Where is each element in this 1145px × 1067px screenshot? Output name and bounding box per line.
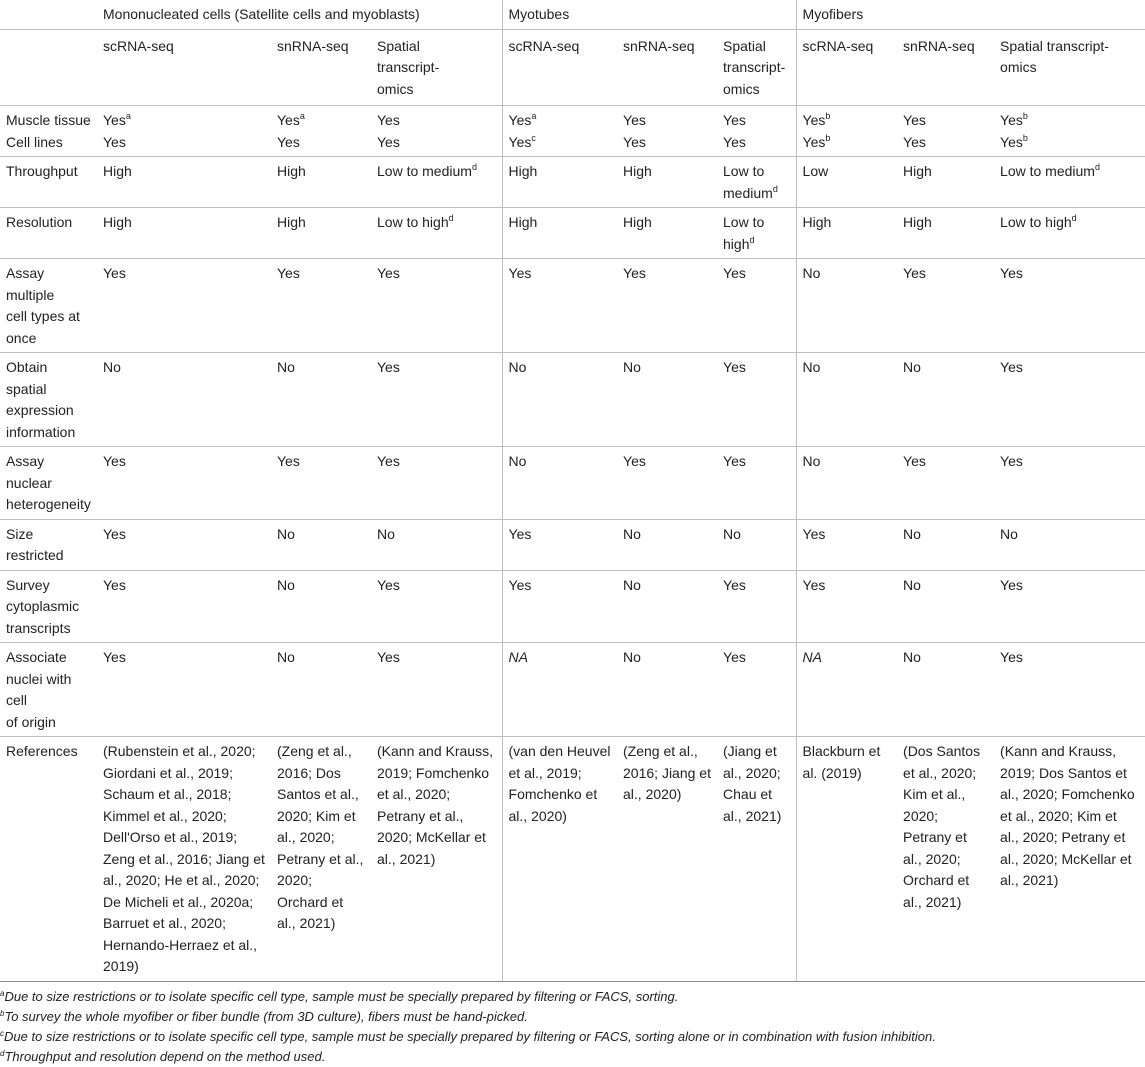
table-cell [271, 570, 371, 643]
method-header: snRNA-seq [277, 37, 349, 54]
cell-value: High [103, 214, 132, 230]
row-label: References [0, 737, 97, 982]
footnote-text: Due to size restrictions or to isolate specific cell type, sample must be specially prepared by filtering or FACS, sorting alone or in combination with fusion inhibition. [4, 1028, 936, 1044]
footnote-mark: d [448, 213, 454, 223]
table-cell [796, 208, 897, 259]
table-cell [502, 208, 617, 259]
table-cell [717, 157, 796, 208]
table-row [0, 208, 1145, 259]
table-cell [502, 519, 617, 570]
corner-cell [0, 0, 97, 29]
cell-value: No [903, 649, 921, 665]
table-cell [994, 353, 1145, 447]
table-cell [271, 519, 371, 570]
cell-value: Yes [377, 265, 400, 281]
cell-value: Yes [623, 265, 646, 281]
cell-value: Yes [377, 133, 400, 150]
method-header: scRNA-seq [802, 37, 874, 54]
table-cell [796, 643, 897, 737]
table-cell [617, 643, 717, 737]
table-row [0, 259, 1145, 353]
footnote-mark: b [825, 132, 831, 143]
cell-value: High [903, 163, 932, 179]
cell-value: Yes [1000, 649, 1023, 665]
group-header: Myotubes [502, 0, 796, 29]
table-cell [271, 106, 371, 132]
table-cell [897, 208, 994, 259]
footnote-mark: b [825, 111, 831, 121]
cell-value: No [802, 265, 821, 281]
cell-value: No [723, 525, 741, 542]
footnote-mark: d [1071, 213, 1077, 223]
table-cell [371, 132, 502, 157]
table-cell [994, 570, 1145, 643]
reference-cell: (Dos Santos et al., 2020; Kim et al., 2020; Petrany et al., 2020; Orchard et al., 2021) [897, 737, 994, 982]
cell-value: Yes [903, 453, 926, 469]
table-cell [502, 106, 617, 132]
cell-value: High [623, 163, 652, 179]
table-cell [371, 106, 502, 132]
group-header: Myofibers [796, 0, 1145, 29]
table-cell [502, 259, 617, 353]
table-cell [717, 106, 796, 132]
cell-value: No [623, 576, 641, 593]
footnotes [0, 987, 1145, 1067]
table-cell [97, 570, 271, 643]
cell-value: Yes [723, 649, 746, 665]
table-cell [994, 259, 1145, 353]
method-header: scRNA-seq [103, 37, 174, 54]
table-cell [271, 259, 371, 353]
footnote-text: Due to size restrictions or to isolate specific cell type, sample must be specially prepared by filtering or FACS, sorting. [4, 988, 679, 1004]
table-cell [897, 259, 994, 353]
cell-value: Yes [103, 576, 126, 593]
table-cell [796, 259, 897, 353]
table-cell [617, 259, 717, 353]
table-cell [97, 208, 271, 259]
method-header-row [0, 29, 1145, 106]
table-cell [371, 447, 502, 520]
cell-value: No [802, 359, 821, 375]
footnote-mark: a [125, 111, 131, 121]
footnote-mark: d [0, 1048, 5, 1058]
table-cell [617, 208, 717, 259]
table-cell [717, 447, 796, 520]
cell-value: No [508, 359, 527, 375]
cell-value: Yes [377, 453, 400, 469]
reference-cell: (Zeng et al., 2016; Dos Santos et al., 2020; Kim et al., 2020; Petrany et al., 2020; Orchard et al., 2021) [271, 737, 371, 982]
cell-value: Low to high [377, 214, 449, 230]
table-cell [897, 132, 994, 157]
footnote [0, 987, 1145, 1007]
cell-value: Yes [508, 265, 532, 281]
reference-cell: (Kann and Krauss, 2019; Dos Santos et al., 2020; Fomchenko et al., 2020; Kim et al., 2020; Petrany et al., 2020; McKellar et al., 2021) [994, 737, 1145, 982]
table-cell [502, 643, 617, 737]
table-cell [717, 208, 796, 259]
footnote-mark: d [1094, 162, 1100, 172]
table-cell [371, 643, 502, 737]
cell-value: No [1000, 525, 1018, 542]
cell-value: No [277, 576, 295, 593]
references-row [0, 737, 1145, 982]
cell-value: No [277, 359, 295, 375]
cell-value: No [277, 649, 295, 665]
table-cell [717, 519, 796, 570]
table-cell [617, 447, 717, 520]
cell-value: High [508, 163, 538, 179]
table-cell [796, 132, 897, 157]
group-header-row [0, 0, 1145, 29]
table-cell [897, 106, 994, 132]
row-label: Size restricted [0, 519, 97, 570]
cell-value: High [508, 214, 538, 230]
table-cell [717, 643, 796, 737]
cell-value: Yes [508, 112, 532, 128]
table-cell [617, 353, 717, 447]
cell-value: High [903, 214, 932, 230]
cell-value: Yes [103, 133, 126, 150]
table-cell [617, 519, 717, 570]
cell-value: Low to medium [723, 163, 773, 201]
table-row [0, 643, 1145, 737]
cell-value: Yes [903, 112, 926, 128]
cell-value: Yes [103, 112, 126, 128]
cell-value: No [903, 576, 921, 593]
table-cell [97, 106, 271, 132]
cell-value: Yes [277, 453, 300, 469]
table-cell [97, 519, 271, 570]
row-label: Muscle tissue [0, 106, 97, 132]
table-row [0, 132, 1145, 157]
method-header: scRNA-seq [508, 37, 580, 54]
table-cell [796, 353, 897, 447]
cell-value: Yes [277, 112, 300, 128]
footnote [0, 1047, 1145, 1067]
cell-value: Yes [723, 359, 746, 375]
table-cell [994, 447, 1145, 520]
table-cell [371, 570, 502, 643]
footnote-mark: c [0, 1028, 4, 1038]
cell-value: Yes [623, 133, 646, 150]
table-cell [97, 643, 271, 737]
cell-value: Yes [623, 112, 646, 128]
cell-value: Yes [723, 112, 746, 128]
cell-value: Yes [377, 649, 400, 665]
table-cell [271, 208, 371, 259]
reference-cell: (Rubenstein et al., 2020; Giordani et al., 2019; Schaum et al., 2018; Kimmel et al., 2020; Dell'Orso et al., 2019; Zeng et al., 2016; Jiang et al., 2020; He et al., 2020; De Micheli et al., 2020a; Barruet et al., 2020; Hernando-Herraez et al., 2019) [97, 737, 271, 982]
table-cell [271, 643, 371, 737]
cell-value: High [103, 163, 132, 179]
cell-value: No [903, 525, 921, 542]
table-cell [502, 570, 617, 643]
cell-value: Yes [1000, 133, 1023, 150]
cell-value: High [277, 163, 306, 179]
table-cell [796, 519, 897, 570]
table-cell [271, 132, 371, 157]
cell-value: No [277, 525, 295, 542]
cell-value: Yes [508, 525, 532, 542]
table-cell [717, 132, 796, 157]
cell-value: Yes [103, 265, 126, 281]
cell-value: Low to high [1000, 214, 1072, 230]
cell-value: Yes [103, 525, 126, 542]
footnote-mark: b [1022, 132, 1028, 143]
table-cell [502, 353, 617, 447]
table-body [0, 29, 1145, 981]
cell-value: No [802, 453, 821, 469]
footnote [0, 1027, 1145, 1047]
cell-value: No [377, 525, 395, 542]
table-cell [897, 353, 994, 447]
table-cell [796, 157, 897, 208]
cell-value: Low to high [723, 214, 765, 252]
table-cell [994, 519, 1145, 570]
cell-value: Yes [1000, 453, 1023, 469]
cell-value: Yes [103, 649, 126, 665]
cell-value: Yes [377, 359, 400, 375]
reference-cell: (van den Heuvel et al., 2019; Fomchenko et al., 2020) [502, 737, 617, 982]
table-cell [796, 447, 897, 520]
table-cell [617, 157, 717, 208]
table-cell [617, 106, 717, 132]
footnote-mark: d [749, 234, 755, 245]
cell-value: Yes [802, 525, 826, 542]
table-cell [617, 570, 717, 643]
cell-value: Low to medium [377, 163, 472, 179]
table-cell [717, 570, 796, 643]
row-label: Obtain spatial expression information [0, 353, 97, 447]
table-cell [271, 353, 371, 447]
table-cell [502, 447, 617, 520]
table-row [0, 353, 1145, 447]
method-header: Spatial transcript-omics [1000, 37, 1109, 75]
method-header: Spatial transcript- omics [371, 29, 502, 106]
footnote-mark: d [772, 183, 778, 194]
footnote-mark: b [1022, 111, 1028, 121]
cell-value: Yes [623, 453, 646, 469]
row-label: Assay multiple cell types at once [0, 259, 97, 353]
table-cell [897, 643, 994, 737]
cell-value: High [623, 214, 652, 230]
cell-value: Yes [377, 576, 400, 593]
cell-value: No [903, 359, 921, 375]
cell-value: Yes [1000, 112, 1023, 128]
table-cell [271, 157, 371, 208]
row-label: Throughput [0, 157, 97, 208]
cell-value: Yes [723, 576, 746, 593]
row-label: Survey cytoplasmic transcripts [0, 570, 97, 643]
table-cell [371, 353, 502, 447]
row-label: Cell lines [6, 133, 63, 150]
method-header: snRNA-seq [903, 37, 975, 54]
row-label: Resolution [0, 208, 97, 259]
footnote-mark: d [471, 162, 477, 172]
cell-value: Low to medium [1000, 163, 1095, 179]
table-cell [897, 519, 994, 570]
table-cell [97, 157, 271, 208]
table-cell [994, 643, 1145, 737]
table-cell [97, 259, 271, 353]
cell-value: Yes [903, 133, 926, 150]
cell-value: Yes [1000, 359, 1023, 375]
table-row [0, 157, 1145, 208]
table-row [0, 106, 1145, 132]
cell-value: NA [802, 649, 822, 665]
table-cell [994, 157, 1145, 208]
cell-value: Yes [802, 112, 826, 128]
cell-value: No [623, 525, 641, 542]
table-cell [717, 353, 796, 447]
cell-value: NA [508, 649, 528, 665]
cell-value: Yes [903, 265, 926, 281]
table-cell [897, 447, 994, 520]
method-header: snRNA-seq [623, 37, 695, 54]
table-row [0, 447, 1145, 520]
group-header: Mononucleated cells (Satellite cells and myoblasts) [97, 0, 502, 29]
reference-cell: Blackburn et al. (2019) [796, 737, 897, 982]
table-cell [502, 132, 617, 157]
reference-cell: (Kann and Krauss, 2019; Fomchenko et al., 2020; Petrany et al., 2020; McKellar et al., 2021) [371, 737, 502, 982]
table-cell [796, 570, 897, 643]
cell-value: Yes [103, 453, 126, 469]
row-label: Associate nuclei with cell of origin [0, 643, 97, 737]
cell-value: Yes [508, 133, 532, 150]
table-cell [994, 132, 1145, 157]
table-cell [371, 519, 502, 570]
footnote-text: To survey the whole myofiber or fiber bundle (from 3D culture), fibers must be hand-picked. [4, 1008, 528, 1024]
footnote [0, 1007, 1145, 1027]
cell-value: No [103, 359, 121, 375]
cell-value: Yes [723, 265, 746, 281]
reference-cell: (Jiang et al., 2020; Chau et al., 2021) [717, 737, 796, 982]
cell-value: Yes [802, 576, 826, 593]
cell-value: No [623, 649, 641, 665]
table-cell [617, 132, 717, 157]
cell-value: Low [802, 163, 829, 179]
cell-value: Yes [277, 265, 300, 281]
cell-value: Yes [377, 112, 400, 128]
table-cell [717, 259, 796, 353]
table-cell [97, 132, 271, 157]
cell-value: High [802, 214, 832, 230]
footnote-mark: a [0, 988, 5, 998]
table-cell [97, 447, 271, 520]
table-cell [796, 106, 897, 132]
footnote-mark: c [531, 132, 536, 143]
table-cell [502, 157, 617, 208]
table-cell [994, 106, 1145, 132]
table-cell [371, 259, 502, 353]
footnote-mark: b [0, 1008, 5, 1018]
cell-value: Yes [277, 133, 300, 150]
table-cell [271, 447, 371, 520]
cell-value: No [508, 453, 527, 469]
footnote-mark: a [531, 111, 537, 121]
cell-value: High [277, 214, 306, 230]
cell-value: Yes [723, 133, 746, 150]
cell-value: No [623, 359, 641, 375]
cell-value: Yes [508, 576, 532, 593]
footnote-mark: a [299, 111, 305, 121]
row-label [0, 29, 97, 106]
table-cell [994, 208, 1145, 259]
footnote-text: Throughput and resolution depend on the method used. [4, 1048, 326, 1064]
table-cell [371, 208, 502, 259]
cell-value: Yes [802, 133, 826, 150]
table-cell [97, 353, 271, 447]
table-cell [371, 157, 502, 208]
cell-value: Yes [1000, 576, 1023, 593]
cell-value: Yes [723, 453, 746, 469]
row-label: Assay nuclear heterogeneity [0, 447, 97, 520]
reference-cell: (Zeng et al., 2016; Jiang et al., 2020) [617, 737, 717, 982]
cell-value: Yes [1000, 265, 1023, 281]
table-row [0, 570, 1145, 643]
table-cell [897, 157, 994, 208]
table-cell [897, 570, 994, 643]
method-header: Spatial transcript- omics [717, 29, 796, 106]
table-row [0, 519, 1145, 570]
